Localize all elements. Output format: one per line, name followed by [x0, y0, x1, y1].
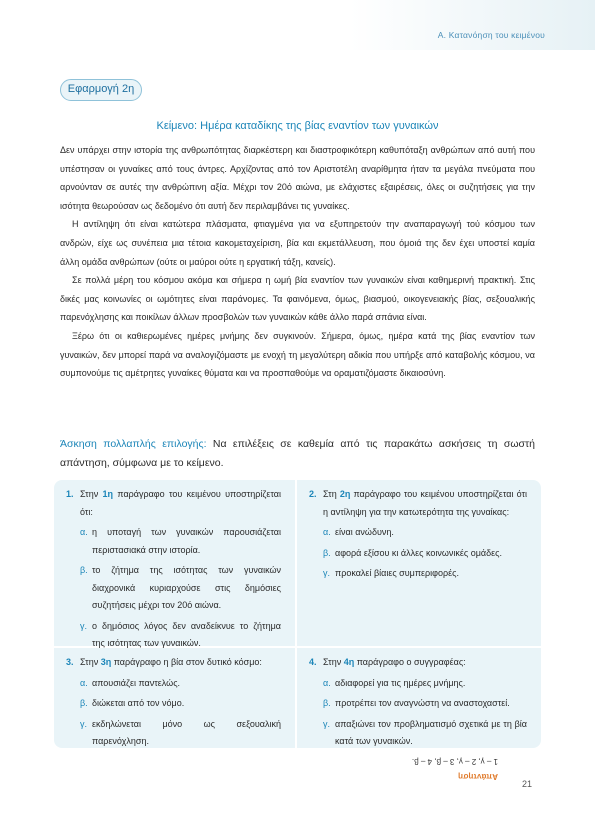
answer-key-title: Απάντηση	[458, 772, 498, 781]
question-2	[309, 486, 527, 583]
option-a[interactable]: α. η υποταγή των γυναικών παρουσιάζεται περιστασιακά στην ιστορία.	[80, 527, 281, 555]
question-box-1	[54, 480, 295, 646]
paragraph-1: Δεν υπάρχει στην ιστορία της ανθρωπότητας διαρκέστερη και διαστροφικότερη καθυπόταξη ανθρώπων από αυτή που υπέστησαν οι γυναίκες από τους άντρες. Αρχίζοντας από τον Αριστοτέλη αναρίθμητα ήταν τα μεγάλα πνεύματα που αρνούνταν σε αυτές την ανθρώπινη αξία. Μέχρι τον 20ό αιώνα, με ελάχιστες εξαιρέσεις, όλες οι συζητήσεις για την ισότητα θεωρούσαν ως δεδομένο ότι αυτή δεν περιλαμβάνει τις γυναίκες.	[60, 145, 535, 211]
question-4	[309, 654, 527, 751]
option-c[interactable]: γ. απαξιώνει τον προβληματισμό σχετικά με τη βία κατά των γυναικών.	[323, 718, 527, 746]
answer-key-text: 1 – γ, 2 – γ, 3 – β, 4 – β.	[411, 757, 498, 766]
answer-key-upside-down	[398, 749, 498, 781]
page-number: 21	[522, 779, 533, 789]
question-text: Στην 3η παράγραφο η βία στον δυτικό κόσμο:	[80, 657, 262, 667]
paragraph-4: Ξέρω ότι οι καθιερωμένες ημέρες μνήμης δεν συγκινούν. Σήμερα, όμως, ημέρα κατά της βίας εναντίον των γυναικών, δεν μπορεί παρά να αναλογιζόμαστε με ενοχή τη μεγαλύτερη αδικία που υπήρξε από καταβολής κόσμου, να συμπονούμε τις αμέτρητες γυναίκες θύματα και να προσπαθούμε να οραματιζόμαστε δικαιοσύνη.	[60, 330, 535, 379]
question-number: 3.	[66, 657, 74, 667]
exercise-instruction	[60, 435, 535, 473]
option-b[interactable]: β. αφορά εξίσου κι άλλες κοινωνικές ομάδες.	[323, 547, 502, 558]
question-3	[66, 654, 281, 751]
question-box-3	[54, 648, 295, 748]
option-a[interactable]: α. απουσιάζει παντελώς.	[80, 677, 181, 688]
header-gradient-bar	[350, 0, 595, 50]
option-b[interactable]: β. διώκεται από τον νόμο.	[80, 698, 185, 708]
option-c[interactable]: γ. ο δημόσιος λόγος δεν αναδείκνυε το ζήτημα της ισότητας των γυναικών.	[80, 620, 281, 648]
option-c[interactable]: γ. εκδηλώνεται μόνο ως σεξουαλική παρενόχληση.	[80, 718, 281, 746]
question-1	[66, 486, 281, 653]
question-text: Στην 1η παράγραφο του κειμένου υποστηρίζεται ότι:	[80, 489, 281, 517]
instruction-lead: Άσκηση πολλαπλής επιλογής:	[60, 438, 207, 450]
option-b[interactable]: β. προτρέπει τον αναγνώστη να αναστοχαστεί.	[323, 698, 510, 708]
instruction-text: Να επιλέξεις σε καθεμία από τις παρακάτω ασκήσεις τη σωστή απάντηση, σύμφωνα με το κείμενο.	[60, 438, 535, 469]
question-number: 4.	[309, 657, 317, 667]
option-b[interactable]: β. το ζήτημα της ισότητας των γυναικών διαχρονικά κυριαρχούσε στις δημόσιες συζητήσεις μέχρι τον 20ό αιώνα.	[80, 565, 281, 610]
option-a[interactable]: α. είναι ανώδυνη.	[323, 527, 394, 537]
question-number: 2.	[309, 489, 317, 499]
question-box-4	[297, 648, 541, 748]
text-body	[60, 141, 535, 383]
exercise-label: Εφαρμογή 2η	[60, 79, 142, 101]
option-c[interactable]: γ. προκαλεί βίαιες συμπεριφορές.	[323, 568, 459, 578]
question-box-2	[297, 480, 541, 646]
text-title: Κείμενο: Ημέρα καταδίκης της βίας εναντίον των γυναικών	[156, 120, 439, 132]
question-text: Στη 2η παράγραφο του κειμένου υποστηρίζεται ότι η αντίληψη για την κατωτερότητα της γυναίκας:	[323, 489, 527, 517]
option-a[interactable]: α. αδιαφορεί για τις ημέρες μνήμης.	[323, 677, 466, 688]
page-header	[0, 0, 595, 50]
paragraph-3: Σε πολλά μέρη του κόσμου ακόμα και σήμερα η ωμή βία εναντίον των γυναικών είναι καθημερινή πρακτική. Στις δικές μας κοινωνίες οι ωμότητες είναι παράνομες. Τα φαινόμενα, όμως, βιασμού, οικογενειακής βίας, σεξουαλικής παρενόχλησης και ποικίλων άλλων προσβολών των γυναικών κάθε άλλο παρά σπάνια είναι.	[60, 275, 535, 323]
paragraph-2: Η αντίληψη ότι είναι κατώτερα πλάσματα, φτιαγμένα για να εξυπηρετούν την αναπαραγωγή τού κόσμου των ανδρών, είχε ως συνέπεια μια τέτοια κακομεταχείριση, βία και εκμετάλλευση, που όμοιά της δεν έχει υποστεί καμία άλλη ομάδα ανθρώπων (ούτε οι μαύροι ούτε η εργατική τάξη, κανείς).	[60, 219, 535, 267]
question-text: Στην 4η παράγραφο ο συγγραφέας:	[323, 657, 466, 667]
section-title: Α. Κατανόηση του κειμένου	[437, 30, 545, 40]
question-number: 1.	[66, 489, 74, 499]
